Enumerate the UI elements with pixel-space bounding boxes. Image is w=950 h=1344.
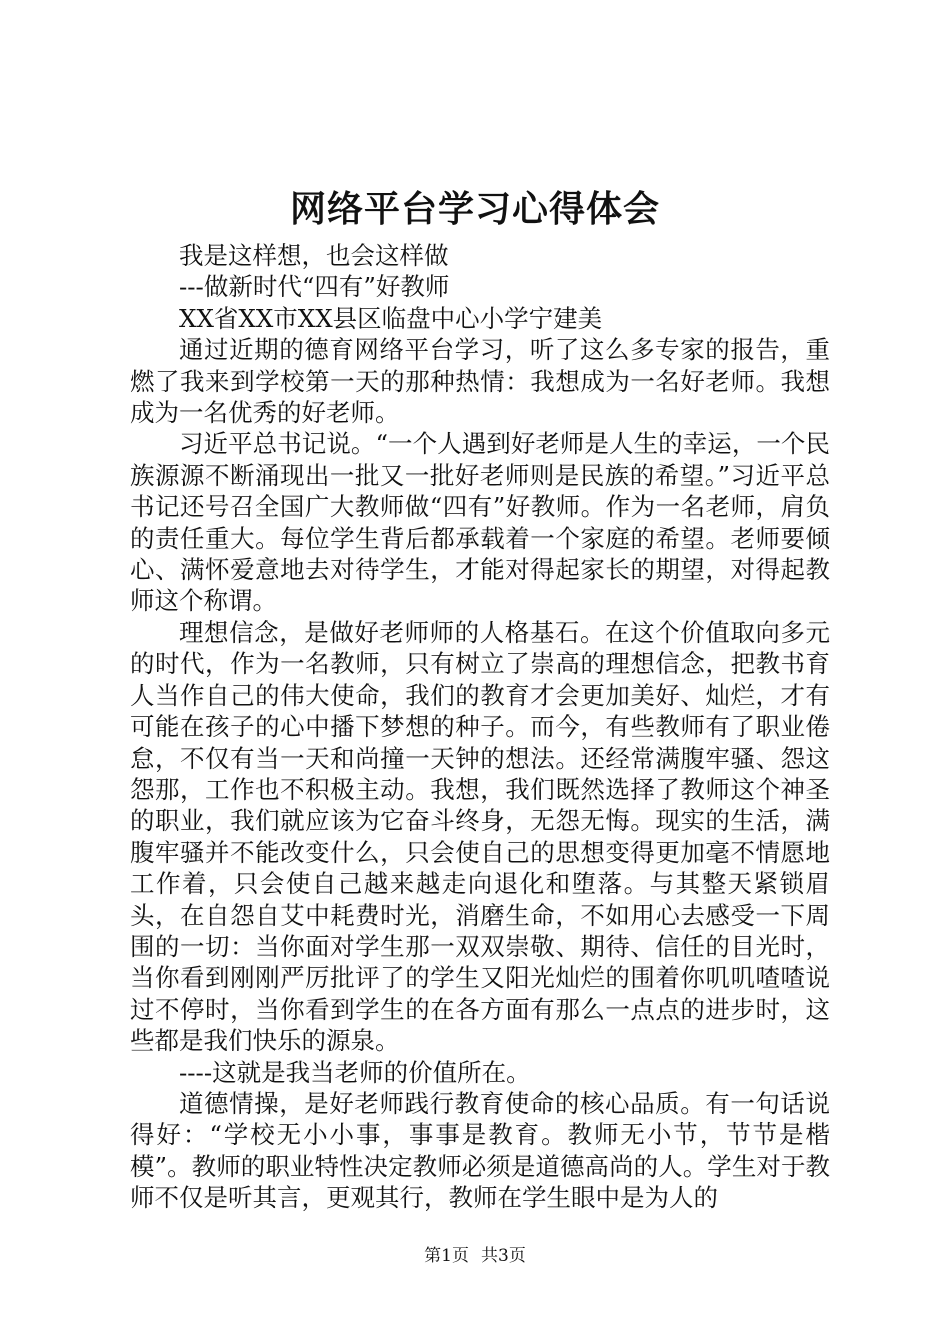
author-line: XX省XX市XX县区临盘中心小学宁建美 xyxy=(179,303,603,333)
paragraph: 道德情操，是好老师践行教育使命的核心品质。有一句话说得好：“学校无小小事，事事是教育。教师无小节，节节是楷模”。教师的职业特性决定教师必须是道德高尚的人。学生对于教师不仅是听其言，更观其行，教师在学生眼中是为人的 xyxy=(130,1088,830,1213)
paragraph: 理想信念，是做好老师师的人格基石。在这个价值取向多元的时代，作为一名教师，只有树立了崇高的理想信念，把教书育人当作自己的伟大使命，我们的教育才会更加美好、灿烂，才有可能在孩子的心中播下梦想的种子。而今，有些教师有了职业倦怠，不仅有当一天和尚撞一天钟的想法。还经常满腹牢骚、怨这怨那，工作也不积极主动。我想，我们既然选择了教师这个神圣的职业，我们就应该为它奋斗终身，无怨无悔。现实的生活，满腹牢骚并不能改变什么，只会使自己的思想变得更加毫不情愿地工作着，只会使自己越来越走向退化和堕落。与其整天紧锁眉头，在自怨自艾中耗费时光，消磨生命，不如用心去感受一下周围的一切：当你面对学生那一双双崇敬、期待、信任的目光时，当你看到刚刚严厉批评了的学生又阳光灿烂的围着你叽叽喳喳说过不停时，当你看到学生的在各方面有那么一点点的进步时，这些都是我们快乐的源泉。 xyxy=(130,617,830,1056)
paragraph: 通过近期的德育网络平台学习，听了这么多专家的报告，重燃了我来到学校第一天的那种热情：我想成为一名好老师。我想成为一名优秀的好老师。 xyxy=(130,335,830,428)
document-body xyxy=(130,240,830,1214)
document-title: 网络平台学习心得体会 xyxy=(289,188,660,230)
paragraph: 习近平总书记说。“一个人遇到好老师是人生的幸运，一个民族源源不断涌现出一批又一批好老师则是民族的希望。”习近平总书记还号召全国广大教师做“四有”好教师。作为一名老师，肩负的责任重大。每位学生背后都承载着一个家庭的希望。老师要倾心、满怀爱意地去对待学生，才能对得起家长的期望，对得起教师这个称谓。 xyxy=(130,429,830,616)
subtitle-line: 我是这样想，也会这样做 xyxy=(179,241,449,270)
page-footer xyxy=(0,1244,950,1268)
page-number: 第1页 xyxy=(424,1246,469,1266)
subtitle-line: ---做新时代“四有”好教师 xyxy=(179,272,450,302)
paragraph: ----这就是我当老师的价值所在。 xyxy=(179,1057,531,1087)
page-total: 共3页 xyxy=(481,1246,526,1266)
